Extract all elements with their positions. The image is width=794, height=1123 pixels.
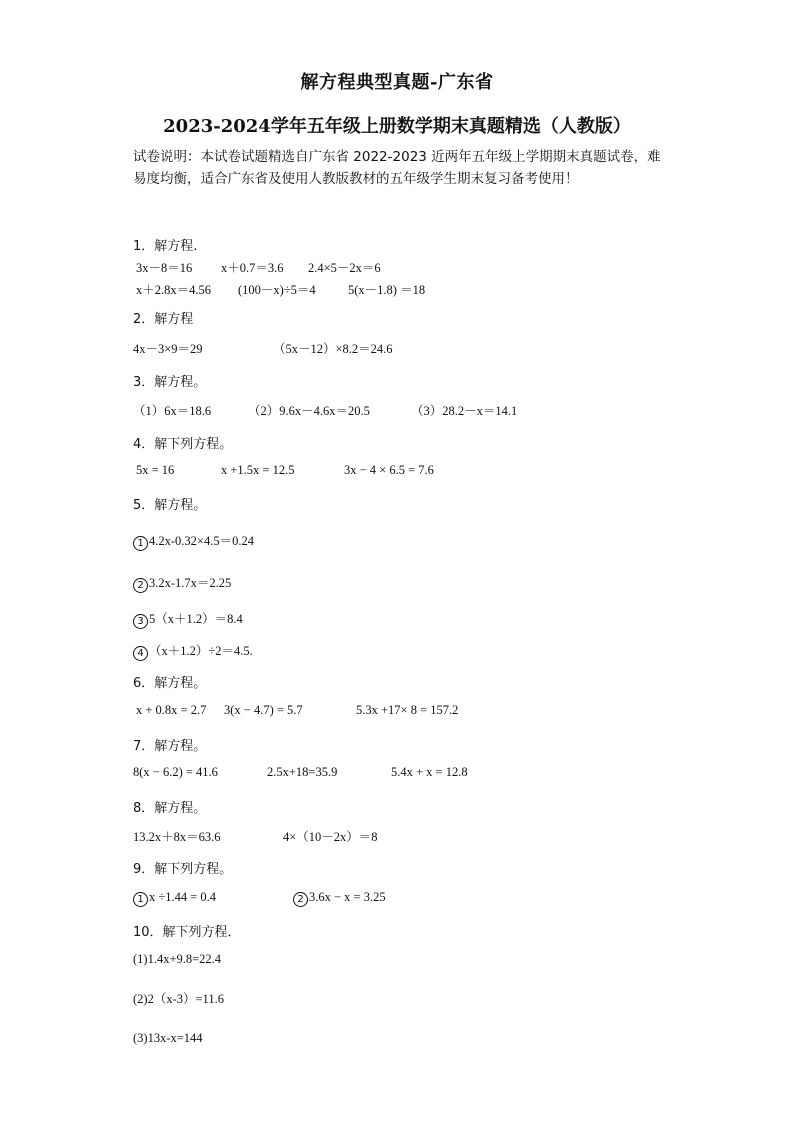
equation: 4.2x-0.32×4.5＝0.24	[149, 534, 254, 548]
equation: 5(x－1.8) ＝18	[348, 283, 426, 297]
question-7-label: 7．解方程。	[133, 739, 207, 754]
equation: （5x－12）×8.2＝24.6	[273, 342, 393, 356]
equation: x ÷1.44 = 0.4	[149, 890, 217, 904]
equation: 2.5x+18=35.9	[267, 765, 338, 779]
equation: （1）6x＝18.6	[133, 404, 212, 418]
equation: （x＋1.2）÷2＝4.5.	[149, 644, 253, 658]
question-10-line-1: (1)1.4x+9.8=22.4	[133, 952, 222, 966]
equation: 3x－8＝16	[136, 261, 193, 275]
question-9-item-1	[133, 890, 216, 907]
equation: x＋0.7＝3.6	[221, 261, 284, 275]
equation: 5（x＋1.2）＝8.4	[149, 612, 243, 626]
exam-description: 试卷说明：本试卷试题精选自广东省 2022-2023 近两年五年级上学期期末真题试卷，难易度均衡，适合广东省及使用人教版教材的五年级学生期末复习备考使用！	[133, 149, 661, 187]
question-10-line-3: (3)13x-x=144	[133, 1031, 203, 1045]
circled-number-4: 4	[133, 646, 148, 661]
question-5-label: 5．解方程。	[133, 498, 207, 513]
question-6-label: 6．解方程。	[133, 676, 207, 691]
circled-number-1: 1	[133, 536, 148, 551]
question-5-item-3	[133, 609, 243, 629]
question-5-item-4	[133, 641, 253, 661]
equation: （3）28.2－x＝14.1	[411, 404, 518, 418]
question-10-label: 10．解下列方程．	[133, 925, 241, 940]
equation: 2.4×5－2x＝6	[308, 261, 381, 275]
question-1-label: 1．解方程.	[133, 239, 198, 254]
question-9-label: 9．解下列方程。	[133, 862, 233, 877]
equation: 4×（10－2x）＝8	[283, 830, 378, 844]
equation: x + 0.8x = 2.7	[136, 703, 207, 717]
question-5-item-1	[133, 531, 254, 551]
equation: x +1.5x = 12.5	[221, 463, 295, 477]
equation: 5.3x +17× 8 = 157.2	[356, 703, 459, 717]
equation: 5.4x + x = 12.8	[391, 765, 468, 779]
circled-number-3: 3	[133, 614, 148, 629]
document-title: 解方程典型真题-广东省	[300, 72, 494, 93]
question-10-line-2: (2)2（x-3）=11.6	[133, 992, 224, 1006]
equation: 3.2x-1.7x＝2.25	[149, 576, 232, 590]
document-subtitle: 2023-2024学年五年级上册数学期末真题精选（人教版）	[163, 116, 631, 137]
circled-number-2: 2	[293, 892, 308, 907]
equation: (100－x)÷5＝4	[238, 283, 316, 297]
question-8-label: 8．解方程。	[133, 801, 207, 816]
equation: 3(x − 4.7) = 5.7	[224, 703, 303, 717]
equation: 13.2x＋8x＝63.6	[133, 830, 221, 844]
equation: 3x − 4 × 6.5 = 7.6	[344, 463, 434, 477]
equation: 5x = 16	[136, 463, 175, 477]
equation: （2）9.6x－4.6x＝20.5	[248, 404, 370, 418]
circled-number-2: 2	[133, 578, 148, 593]
question-4-label: 4．解下列方程。	[133, 437, 233, 452]
equation: 3.6x − x = 3.25	[309, 890, 386, 904]
equation: x＋2.8x＝4.56	[136, 283, 212, 297]
question-2-label: 2．解方程	[133, 312, 194, 327]
question-3-label: 3．解方程。	[133, 375, 207, 390]
equation: 8(x − 6.2) = 41.6	[133, 765, 218, 779]
equation: 4x－3×9＝29	[133, 342, 203, 356]
question-9-item-2	[293, 890, 386, 907]
circled-number-1: 1	[133, 892, 148, 907]
question-5-item-2	[133, 573, 231, 593]
